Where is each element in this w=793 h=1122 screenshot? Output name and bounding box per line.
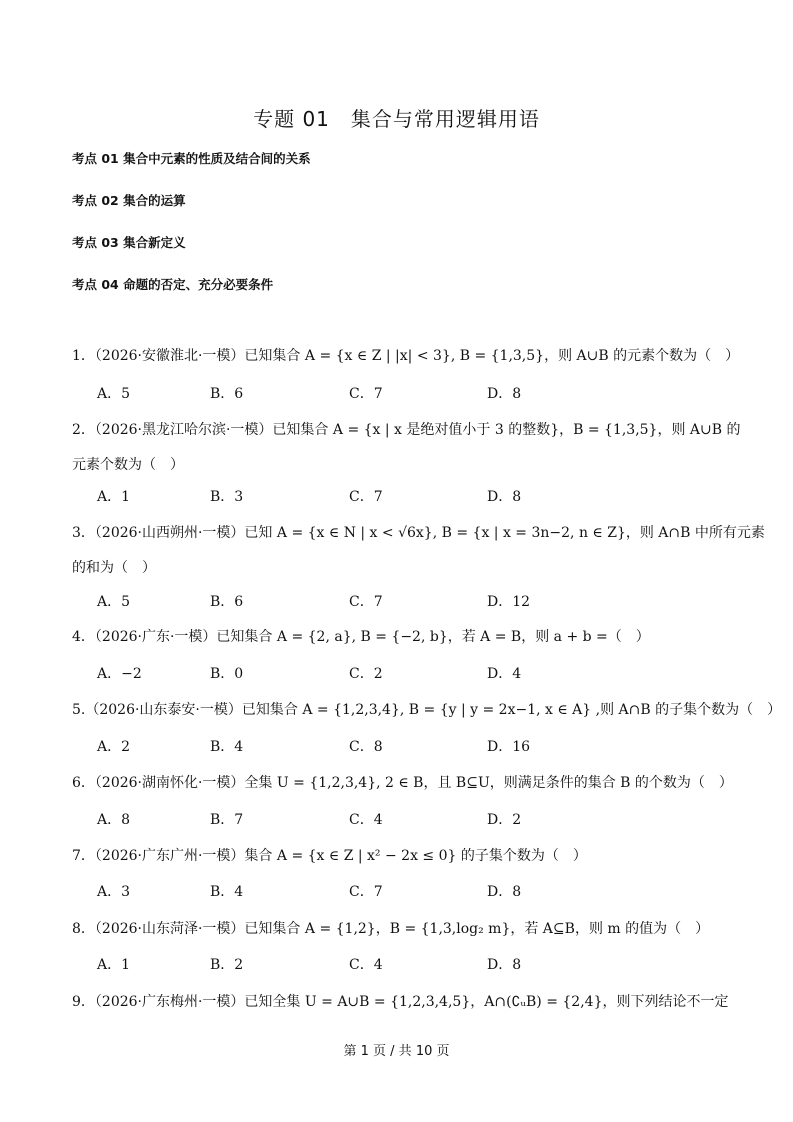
answer-option: A．2	[97, 739, 131, 755]
question-stem: 的和为（ ）	[72, 560, 156, 576]
answer-option: B．4	[210, 884, 244, 900]
answer-option: D．8	[487, 386, 522, 402]
question-stem: 8．（2026·山东菏泽·一模）已知集合 A = {1,2}，B = {1,3,log₂ m}，若 A⊆B，则 m 的值为（ ）	[72, 921, 710, 937]
question-stem: 4．（2026·广东·一模）已知集合 A = {2, a}, B = {−2, b}，若 A = B，则 a + b =（ ）	[72, 629, 650, 645]
answer-option: D．16	[487, 739, 531, 755]
answer-option: C．7	[349, 884, 383, 900]
answer-option: A．8	[97, 812, 131, 828]
answer-option: C．7	[349, 386, 383, 402]
answer-option: A．−2	[97, 666, 142, 682]
answer-option: D．12	[487, 594, 531, 610]
answer-option: B．7	[210, 812, 244, 828]
answer-option: C．4	[349, 957, 383, 973]
answer-option: B．6	[210, 386, 244, 402]
question-stem: 7．（2026·广东广州·一模）集合 A = {x ∈ Z | x² − 2x ≤ 0} 的子集个数为（ ）	[72, 848, 587, 864]
answer-option: C．8	[349, 739, 383, 755]
answer-option: D．8	[487, 884, 522, 900]
answer-option: B．3	[210, 489, 244, 505]
question-stem: 5.（2026·山东泰安·一模）已知集合 A = {1,2,3,4}, B = {y | y = 2x−1, x ∈ A} ,则 A∩B 的子集个数为（ ）	[72, 702, 782, 718]
answer-option: B．0	[210, 666, 244, 682]
answer-option: D．8	[487, 489, 522, 505]
question-stem: 6．（2026·湖南怀化·一模）全集 U = {1,2,3,4}, 2 ∈ B，且 B⊆U，则满足条件的集合 B 的个数为（ ）	[72, 775, 733, 791]
answer-option: C．7	[349, 489, 383, 505]
answer-option: C．2	[349, 666, 383, 682]
answer-option: A．3	[97, 884, 131, 900]
question-stem: 9．（2026·广东梅州·一模）已知全集 U = A∪B = {1,2,3,4,5}，A∩(∁ᵤB) = {2,4}，则下列结论不一定	[72, 994, 729, 1010]
answer-option: C．7	[349, 594, 383, 610]
answer-option: B．2	[210, 957, 244, 973]
topic-heading: 考点 02 集合的运算	[72, 193, 186, 208]
answer-option: A．5	[97, 594, 131, 610]
question-stem: 2．（2026·黑龙江哈尔滨·一模）已知集合 A = {x | x 是绝对值小于 3 的整数}，B = {1,3,5}，则 A∪B 的	[72, 422, 741, 438]
page-title: 专题 01 集合与常用逻辑用语	[253, 107, 540, 131]
answer-option: B．4	[210, 739, 244, 755]
topic-heading: 考点 04 命题的否定、充分必要条件	[72, 277, 274, 292]
topic-heading: 考点 01 集合中元素的性质及结合间的关系	[72, 151, 311, 166]
answer-option: D．4	[487, 666, 522, 682]
answer-option: A．1	[97, 957, 131, 973]
answer-option: D．2	[487, 812, 522, 828]
answer-option: C．4	[349, 812, 383, 828]
answer-option: B．6	[210, 594, 244, 610]
answer-option: D．8	[487, 957, 522, 973]
answer-option: A．1	[97, 489, 131, 505]
answer-option: A．5	[97, 386, 131, 402]
question-stem: 3．（2026·山西朔州·一模）已知 A = {x ∈ N | x < √6x}, B = {x | x = 3n−2, n ∈ Z}，则 A∩B 中所有元素	[72, 525, 765, 541]
question-stem: 1．（2026·安徽淮北·一模）已知集合 A = {x ∈ Z | |x| < 3}, B = {1,3,5}，则 A∪B 的元素个数为（ ）	[72, 348, 740, 364]
page-footer: 第 1 页 / 共 10 页	[343, 1044, 450, 1059]
question-stem: 元素个数为（ ）	[72, 457, 184, 473]
topic-heading: 考点 03 集合新定义	[72, 235, 186, 250]
